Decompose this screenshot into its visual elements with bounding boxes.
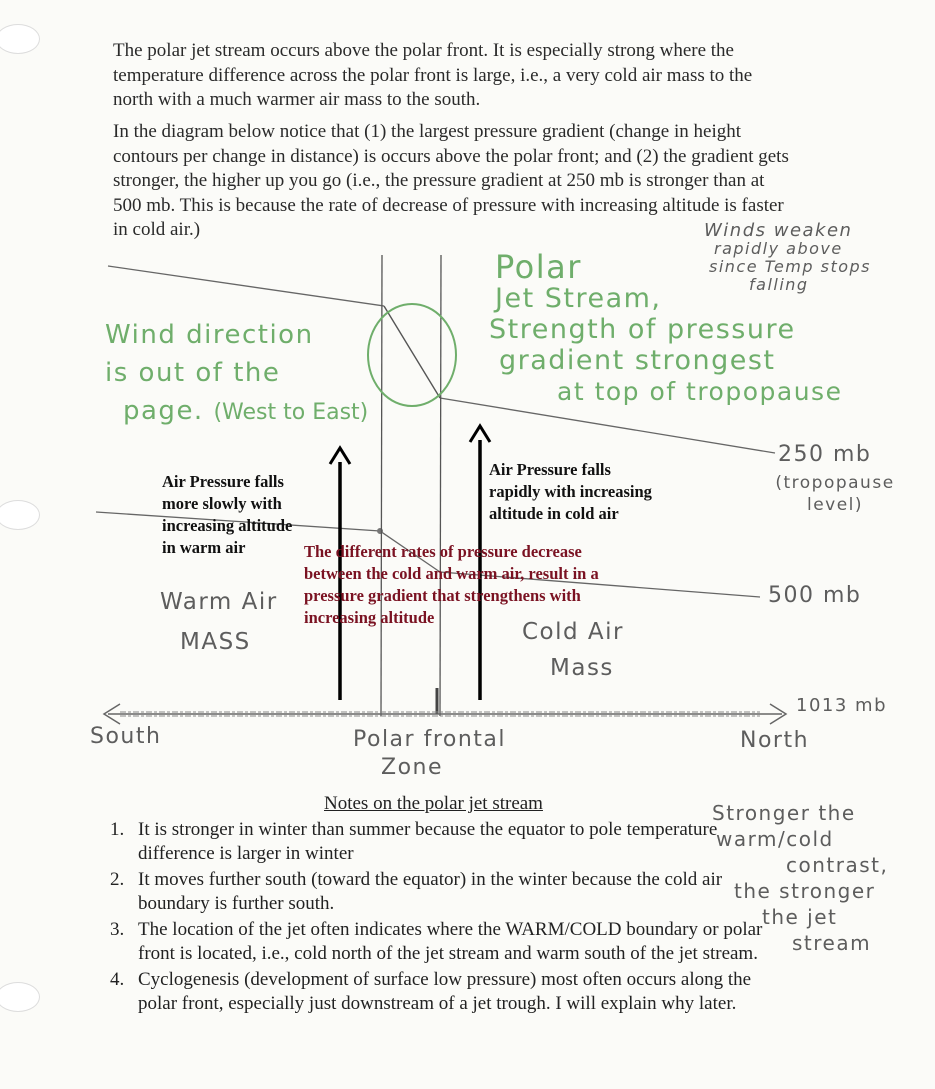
north-label: North <box>740 728 810 753</box>
south-label: South <box>90 724 162 749</box>
warm-annot-line-1: Air Pressure falls <box>162 472 284 491</box>
note-number: 4. <box>110 969 125 990</box>
west-to-east-label: (West to East) <box>213 400 369 425</box>
gradient-annot-line-4: increasing altitude <box>304 608 435 627</box>
note-item <box>110 918 768 965</box>
warm-air-annotation <box>162 471 292 559</box>
note-item <box>110 868 788 915</box>
frontal-line-left <box>381 255 382 716</box>
notes-title: Notes on the polar jet stream <box>324 793 543 814</box>
side-note-line-5: the jet <box>762 905 838 929</box>
notes-list <box>110 818 770 1018</box>
note-text: It moves further south (toward the equator) in the winter because the cold air boundary is further south. <box>138 869 723 914</box>
label-250mb: 250 mb <box>778 442 872 467</box>
page-word: page. <box>123 396 204 426</box>
polar-label: Polar <box>495 248 582 286</box>
cold-annot-line-3: altitude in cold air <box>489 504 619 523</box>
cold-annot-line-2: rapidly with increasing <box>489 482 652 501</box>
gradient-annot-line-2: between the cold and warm air, result in a <box>304 564 599 583</box>
zone-line: Zone <box>381 755 444 780</box>
gradient-annotation <box>304 541 599 629</box>
warm-annot-line-3: increasing altitude <box>162 516 293 535</box>
cold-mass-line: Mass <box>550 655 614 681</box>
polar-frontal-zone-label <box>353 726 506 782</box>
point-500mb <box>377 528 383 534</box>
cold-air-line: Cold Air <box>522 619 625 645</box>
note-text: It is stronger in winter than summer because the equator to pole temperature difference is larger in winter <box>138 819 718 864</box>
winds-note-line-1: Winds weaken <box>704 220 853 241</box>
side-note-line-2: warm/cold <box>716 827 834 851</box>
winds-note-line-2: rapidly above <box>714 239 843 258</box>
cold-air-annotation <box>489 459 652 525</box>
side-note-line-1: Stronger the <box>712 801 856 825</box>
wind-direction-line-2: is out of the <box>105 358 281 388</box>
tropopause-level-label <box>770 472 900 516</box>
wind-direction-line-1: Wind direction <box>105 320 314 350</box>
frontal-line-right <box>440 255 441 716</box>
gradient-label: gradient strongest <box>499 345 776 376</box>
warm-annot-line-4: in warm air <box>162 538 246 557</box>
warm-annot-line-2: more slowly with <box>162 494 282 513</box>
line-250mb-slope <box>384 306 440 398</box>
label-500mb: 500 mb <box>768 583 862 608</box>
cold-annot-line-1: Air Pressure falls <box>489 460 611 479</box>
note-item <box>110 818 728 865</box>
gradient-annot-line-1: The different rates of pressure decrease <box>304 542 582 561</box>
side-note-line-3: contrast, <box>786 853 889 877</box>
intro-paragraph-1: The polar jet stream occurs above the polar front. It is especially strong where the temperature difference across the polar front is large, i.e., a very cold air mass to the north with a much warmer air mass to the south. <box>113 40 753 110</box>
note-number: 2. <box>110 869 125 890</box>
tropopause-line-1: (tropopause <box>775 473 895 493</box>
warm-air-arrowhead <box>330 448 350 464</box>
warm-mass-line: MASS <box>180 629 251 655</box>
note-text: The location of the jet often indicates where the WARM/COLD boundary or polar front is located, i.e., cold north of the jet stream and warm south of the jet stream. <box>138 919 763 964</box>
note-number: 3. <box>110 919 125 940</box>
wind-direction-label <box>105 316 368 432</box>
strength-label: Strength of pressure <box>489 314 796 345</box>
note-text: Cyclogenesis (development of surface low pressure) most often occurs along the polar front, especially just downstream of a jet trough. I will explain why later. <box>138 969 752 1014</box>
line-250mb-warm <box>108 266 384 306</box>
cold-air-arrowhead <box>470 426 490 442</box>
side-note-line-4: the stronger <box>734 879 876 903</box>
intro-paragraph-2: In the diagram below notice that (1) the largest pressure gradient (change in height contours per change in distance) is occurs above the polar front; and (2) the gradient gets stronger, the higher up you go (i.e., the pressure gradient at 250 mb is stronger than at 500 mb. This is because the rate of decrease of pressure with increasing altitude is faster in cold air.) <box>113 121 789 240</box>
note-item <box>110 968 768 1015</box>
tropopause-top-label: at top of tropopause <box>557 377 843 406</box>
side-note-line-6: stream <box>792 931 872 955</box>
jet-stream-label: Jet Stream, <box>495 283 662 314</box>
gradient-annot-line-3: pressure gradient that strengthens with <box>304 586 581 605</box>
polar-frontal-line: Polar frontal <box>353 727 507 752</box>
winds-note-line-4: falling <box>749 275 809 294</box>
wind-direction-line-3 <box>105 392 368 432</box>
warm-air-mass-label <box>160 582 278 662</box>
label-1013mb: 1013 mb <box>796 695 887 716</box>
winds-note-line-3: since Temp stops <box>709 257 872 276</box>
warm-air-line: Warm Air <box>160 589 278 615</box>
stronger-contrast-side-note <box>712 800 912 956</box>
tropopause-line-2: level) <box>806 495 864 515</box>
note-number: 1. <box>110 819 125 840</box>
